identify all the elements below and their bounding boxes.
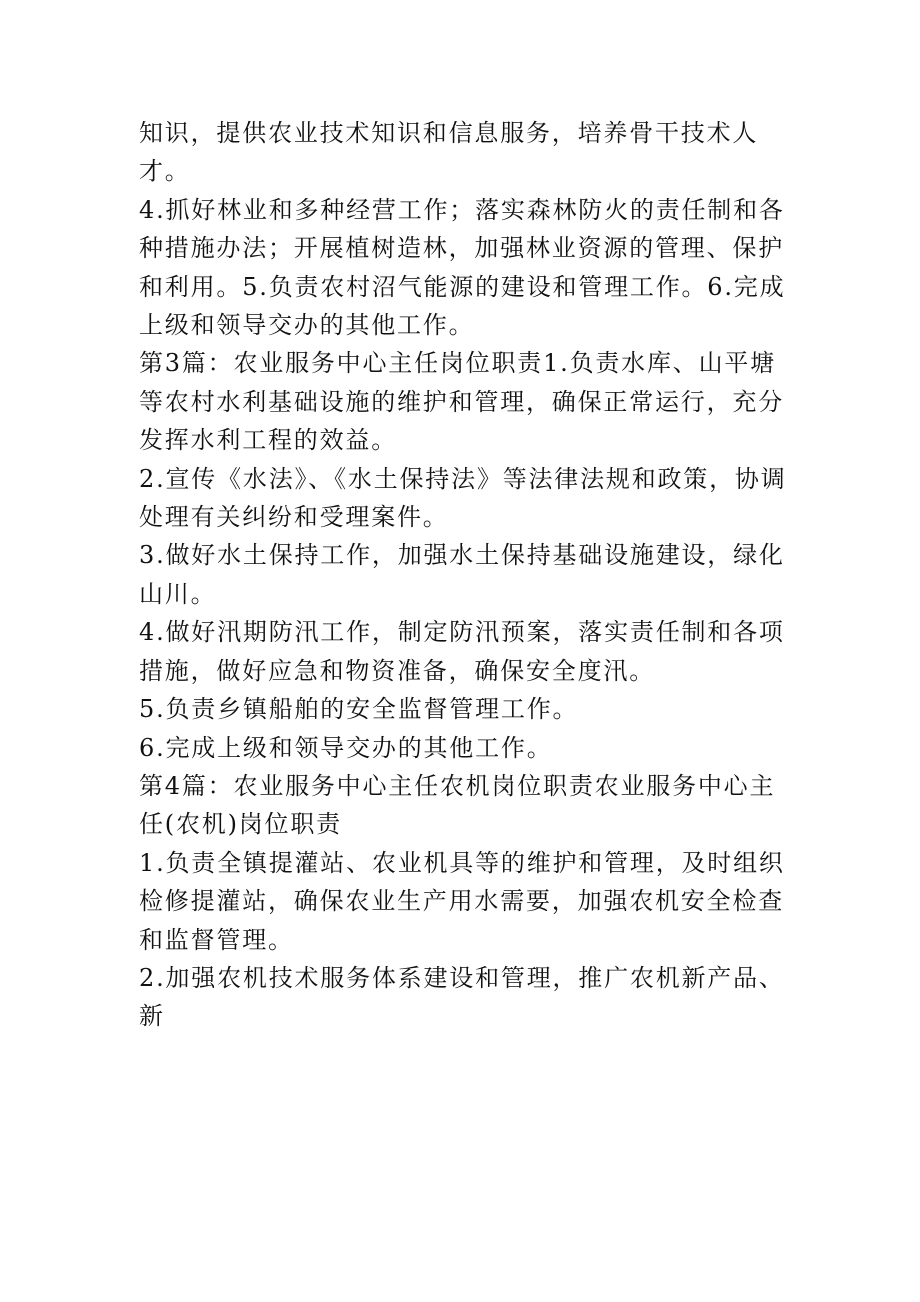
paragraph-3: 第3篇：农业服务中心主任岗位职责1.负责水库、山平塘等农村水利基础设施的维护和管理，确保正常运行，充分发挥水利工程的效益。 xyxy=(139,349,784,455)
paragraph-8: 6.完成上级和领导交办的其他工作。 xyxy=(139,733,553,762)
paragraph-1: 知识，提供农业技术知识和信息服务，培养骨干技术人才。 xyxy=(139,119,759,186)
paragraph-2: 4.抓好林业和多种经营工作；落实森林防火的责任制和各种措施办法；开展植树造林，加强林业资源的管理、保护和利用。5.负责农村沼气能源的建设和管理工作。6.完成上级和领导交办的其他工作。 xyxy=(139,195,786,340)
paragraph-7: 5.负责乡镇船舶的安全监督管理工作。 xyxy=(139,695,579,724)
paragraph-5: 3.做好水土保持工作，加强水土保持基础设施建设，绿化山川。 xyxy=(139,541,785,608)
paragraph-4: 2.宣传《水法》、《水土保持法》等法律法规和政策，协调处理有关纠纷和受理案件。 xyxy=(139,464,787,532)
paragraph-11: 2.加强农机技术服务体系建设和管理，推广农机新产品、新 xyxy=(139,963,785,1031)
paragraph-6: 4.做好汛期防汛工作，制定防汛预案，落实责任制和各项措施，做好应急和物资准备，确保安全度汛。 xyxy=(139,618,785,685)
document-body xyxy=(139,114,789,1036)
paragraph-9: 第4篇：农业服务中心主任农机岗位职责农业服务中心主任(农机)岗位职责 xyxy=(139,771,776,839)
paragraph-10: 1.负责全镇提灌站、农业机具等的维护和管理，及时组织检修提灌站，确保农业生产用水需要，加强农机安全检查和监督管理。 xyxy=(139,848,785,954)
